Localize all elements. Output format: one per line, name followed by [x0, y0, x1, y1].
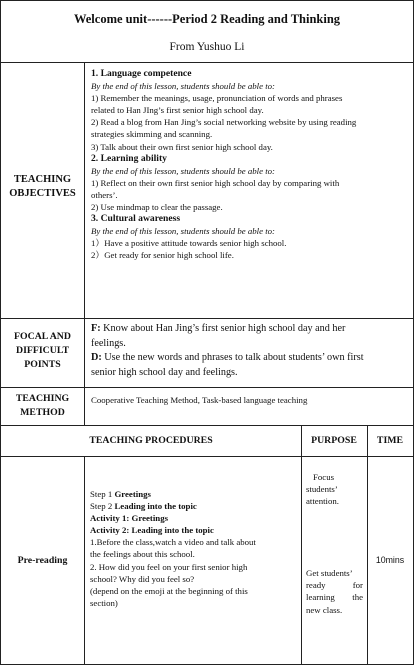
procedures-header-row	[1, 426, 413, 457]
objectives-label-line1: TEACHING	[13, 174, 72, 185]
stage-divider	[84, 457, 85, 664]
step1-prefix: Step 1	[90, 489, 115, 499]
stage-label: Pre-reading	[17, 555, 68, 566]
focal-f-prefix: F:	[91, 323, 101, 334]
s2-item2: 2) Use mindmap to clear the passage.	[91, 202, 223, 213]
method-text: Cooperative Teaching Method, Task-based language teaching	[91, 395, 308, 405]
title-row	[1, 1, 413, 63]
step2	[90, 500, 299, 512]
focal-d-text: Use the new words and phrases to talk about students’ own first	[101, 352, 364, 363]
focal-label-line3: POINTS	[24, 359, 61, 370]
purpose2-word-for: for	[352, 580, 363, 591]
objectives-label-line2: OBJECTIVES	[9, 188, 76, 199]
prereading-content	[90, 488, 299, 609]
section2-intro: By the end of this lesson, students should be able to:	[91, 165, 275, 176]
focal-divider	[84, 319, 85, 387]
purpose2-word-the: the	[352, 592, 363, 603]
purpose2-line4: new class.	[306, 604, 343, 615]
prompt3-line1: (depend on the emoji at the beginning of this	[90, 585, 248, 596]
procedures-header: TEACHING PROCEDURES	[89, 435, 213, 446]
step2-prefix: Step 2	[90, 501, 115, 512]
focal-row	[1, 319, 413, 388]
s1-item3: 3) Talk about their own first senior high school day.	[91, 141, 273, 152]
time-value: 10mins	[375, 555, 405, 565]
purpose-content	[306, 471, 363, 616]
activity2: Activity 2: Leading into the topic	[90, 525, 214, 536]
method-label-line1: TEACHING	[15, 393, 70, 404]
section1-title: 1. Language competence	[91, 68, 192, 79]
purpose2-line3	[306, 591, 363, 603]
focal-f-line1	[91, 322, 409, 337]
method-label-line2: METHOD	[20, 407, 65, 418]
purpose1-line3: attention.	[306, 496, 339, 507]
focal-f-line2: feelings.	[91, 337, 126, 349]
section2-title: 2. Learning ability	[91, 152, 167, 164]
section3-intro: By the end of this lesson, students should be able to:	[91, 226, 275, 237]
step1-title: Greetings	[114, 489, 151, 499]
focal-d-prefix: D:	[91, 352, 102, 363]
purpose-divider	[301, 457, 302, 664]
focal-d-line1	[91, 351, 409, 366]
step1	[90, 488, 299, 500]
focal-d-line2: senior high school day and feelings.	[91, 366, 238, 378]
purpose2-line1: Get students’	[306, 568, 353, 579]
purpose2-word-ready: ready	[306, 580, 326, 591]
s1-item1-line1: 1) Remember the meanings, usage, pronunciation of words and phrases	[91, 93, 343, 104]
focal-label	[1, 330, 84, 372]
s2-item1-line2: others’.	[91, 189, 118, 200]
prereading-row	[1, 457, 413, 664]
document-title: Welcome unit------Period 2 Reading and Thinking	[73, 12, 341, 26]
focal-label-line1: FOCAL AND	[14, 331, 71, 342]
s3-item1: 1）Have a positive attitude towards senior high school.	[91, 238, 287, 249]
purpose2-word-learning: learning	[306, 592, 335, 603]
s1-item2-line2: strategies skimming and scanning.	[91, 129, 213, 140]
method-row	[1, 388, 413, 426]
method-label	[1, 392, 84, 420]
purpose-header: PURPOSE	[311, 435, 357, 446]
prompt2-line2: school? Why did you feel so?	[90, 573, 195, 584]
section1-intro: By the end of this lesson, students should be able to:	[91, 81, 275, 92]
time-header: TIME	[376, 435, 404, 446]
document-author: From Yushuo Li	[169, 41, 245, 53]
purpose1-line2: students’	[306, 484, 338, 495]
activity1: Activity 1: Greetings	[90, 513, 169, 524]
s1-item2-line1: 2) Read a blog from Han Jing’s social networking website by using reading	[91, 117, 357, 128]
prompt1-line2: the feelings about this school.	[90, 549, 195, 560]
method-divider	[84, 388, 85, 425]
objectives-divider	[84, 63, 85, 318]
section3-title: 3. Cultural awareness	[91, 213, 181, 225]
s2-item1-line1: 1) Reflect on their own first senior high school day by comparing with	[91, 177, 340, 188]
purpose-gap	[306, 507, 363, 567]
s3-item2: 2）Get ready for senior high school life.	[91, 250, 234, 261]
objectives-row	[1, 63, 413, 319]
objectives-label	[1, 173, 84, 201]
objectives-content	[91, 68, 408, 262]
focal-f-text: Know about Han Jing’s first senior high school day and her	[100, 323, 346, 334]
focal-label-line2: DIFFICULT	[16, 345, 69, 356]
focal-content	[91, 322, 409, 380]
purpose2-line2	[306, 579, 363, 591]
purpose1-line1: Focus	[313, 472, 335, 482]
s1-item1-line2: related to Han JIng’s first senior high school day.	[91, 105, 264, 116]
step2-title: Leading into the topic	[114, 501, 197, 512]
prompt2-line1: 2. How did you feel on your first senior high	[90, 561, 248, 572]
prompt3-line2: section)	[90, 597, 118, 608]
prompt1-line1: 1.Before the class,watch a video and talk about	[90, 537, 256, 548]
